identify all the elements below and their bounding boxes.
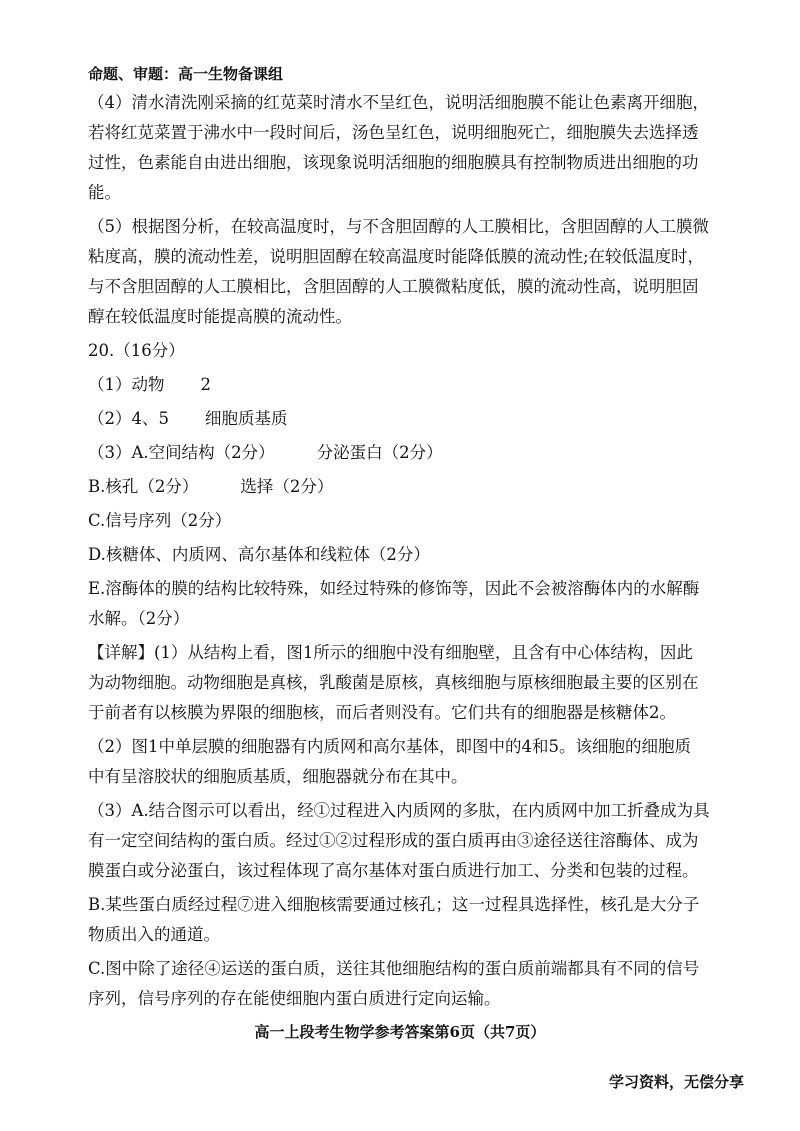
text-line: （5）根据图分析，在较高温度时，与不含胆固醇的人工膜相比，含胆固醇的人工膜微 <box>88 217 709 236</box>
answer-label: C.信号序列（2分） <box>88 511 232 530</box>
answer-label: （1）动物 <box>88 375 165 394</box>
q20-answer-1 <box>88 370 728 400</box>
answer-label: （3）A.空间结构（2分） <box>88 443 275 462</box>
text-line: B.某些蛋白质经过程⑦进入细胞核需要通过核孔；这一过程具选择性，核孔是大分子 <box>88 895 700 914</box>
q19-part5-paragraph <box>88 212 728 332</box>
text-line: E.溶酶体的膜的结构比较特殊，如经过特殊的修饰等，因此不会被溶酶体内的水解酶 <box>88 579 700 598</box>
text-line: 醇在较低温度时能提高膜的流动性。 <box>88 307 352 326</box>
text-line: （4）清水清洗刚采摘的红苋菜时清水不呈红色，说明活细胞膜不能让色素离开细胞， <box>88 93 709 112</box>
text-line: 能。 <box>88 183 121 202</box>
page-footer: 高一上段考生物学参考答案第6页（共7页） <box>254 1023 546 1041</box>
text-line: 水解。（2分） <box>88 609 190 628</box>
text-line: C.图中除了途径④运送的蛋白质，送往其他细胞结构的蛋白质前端都具有不同的信号 <box>88 959 700 978</box>
answer-label: D.核糖体、内质网、高尔基体和线粒体（2分） <box>88 545 430 564</box>
corner-note: 学习资料，无偿分享 <box>608 1073 744 1091</box>
text-line: 【详解】(1）从结构上看，图1所示的细胞中没有细胞壁，且含有中心体结构，因此 <box>88 643 693 662</box>
page-header: 命题、审题：高一生物备课组 <box>88 65 284 83</box>
q20-answer-3d <box>88 540 728 570</box>
q20-answer-3e <box>88 574 728 634</box>
detail-part3a-paragraph <box>88 796 728 886</box>
answer-value: 细胞质基质 <box>205 409 288 428</box>
detail-part2-paragraph <box>88 732 728 792</box>
text-line: 为动物细胞。动物细胞是真核，乳酸菌是原核，真核细胞与原核细胞最主要的区别在 <box>88 673 699 692</box>
answer-value: 2 <box>200 375 211 394</box>
answer-label: （2）4、5 <box>88 409 169 428</box>
text-line: 于前者有以核膜为界限的细胞核，而后者则没有。它们共有的细胞器是核糖体2。 <box>88 703 676 722</box>
text-line: 过性，色素能自由进出细胞，该现象说明活细胞的细胞膜具有控制物质进出细胞的功 <box>88 153 699 172</box>
text-line: 中有呈溶胶状的细胞质基质，细胞器就分布在其中。 <box>88 767 468 786</box>
q20-answer-2 <box>88 404 728 434</box>
q19-part4-paragraph <box>88 88 728 208</box>
text-line: 有一定空间结构的蛋白质。经过①②过程形成的蛋白质再由③途径送往溶酶体、成为 <box>88 831 699 850</box>
text-line: 物质出入的通道。 <box>88 925 220 944</box>
detail-part3c-paragraph <box>88 954 728 1014</box>
text-line: 序列，信号序列的存在能使细胞内蛋白质进行定向运输。 <box>88 989 501 1008</box>
q20-answer-3a <box>88 438 728 468</box>
detail-part1-paragraph <box>88 638 728 728</box>
answer-label: B.核孔（2分） <box>88 477 199 496</box>
answer-value: 分泌蛋白（2分） <box>316 443 443 462</box>
q20-title <box>88 336 728 366</box>
text-line: 若将红苋菜置于沸水中一段时间后，汤色呈红色，说明细胞死亡，细胞膜失去选择透 <box>88 123 699 142</box>
question-number: 20.（16分） <box>88 341 185 360</box>
detail-part3b-paragraph <box>88 890 728 950</box>
text-line: （2）图1中单层膜的细胞器有内质网和高尔基体，即图中的4和5。该细胞的细胞质 <box>88 737 691 756</box>
text-line: 与不含胆固醇的人工膜相比，含胆固醇的人工膜微粘度低，膜的流动性高，说明胆固 <box>88 277 699 296</box>
text-line: （3）A.结合图示可以看出，经①过程进入内质网的多肽，在内质网中加工折叠成为具 <box>88 801 710 820</box>
text-line: 膜蛋白或分泌蛋白，该过程体现了高尔基体对蛋白质进行加工、分类和包装的过程。 <box>88 861 699 880</box>
q20-answer-3b <box>88 472 728 502</box>
answer-value: 选择（2分） <box>240 477 334 496</box>
q20-answer-3c <box>88 506 728 536</box>
text-line: 粘度高，膜的流动性差，说明胆固醇在较高温度时能降低膜的流动性;在较低温度时， <box>88 247 705 266</box>
